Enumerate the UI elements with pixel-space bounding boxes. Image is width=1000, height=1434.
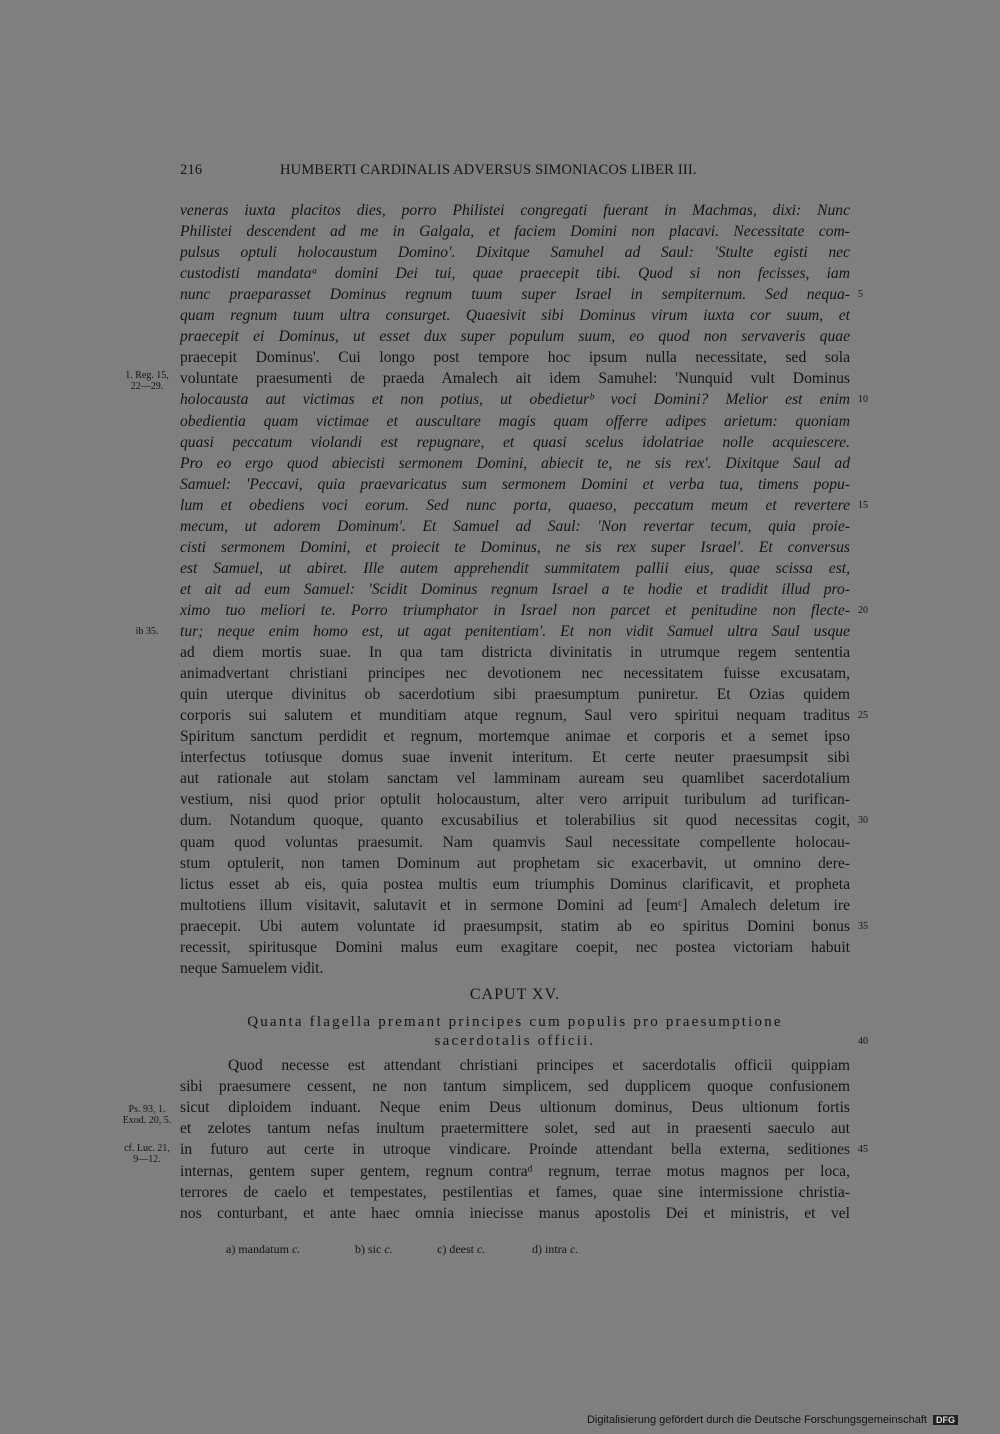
- margin-ref-text: cf. Luc. 21,: [124, 1143, 170, 1154]
- text-line: stum optulerit, non tamen Dominum aut prophetam sic exacerbavit, ut omnino dere-: [180, 854, 850, 872]
- line-number: 25: [858, 710, 868, 722]
- footnote-text: d) intra: [532, 1242, 567, 1256]
- dfg-logo: DFG: [933, 1415, 958, 1425]
- text-line: holocausta aut victimas et non potius, ut obedieturᵇ voci Domini? Melior est enim: [180, 391, 850, 409]
- margin-ref-text: 22—29.: [130, 381, 164, 392]
- text-line: mecum, ut adorem Dominum'. Et Samuel ad Saul: 'Non revertar tecum, quia proie-: [180, 517, 850, 535]
- digitization-text: Digitalisierung gefördert durch die Deutsche Forschungsgemeinschaft: [586, 1414, 927, 1426]
- text-line: cisti sermonem Domini, et proiecit te Dominus, ne sis rex super Israel'. Et conversus: [180, 538, 850, 556]
- text-line: nos conturbant, et ante haec omnia iniecisse manus apostolis Dei et ministris, et vel: [180, 1204, 850, 1222]
- text-line: in futuro aut certe in utroque vindicare. Proinde attendant bella externa, seditiones: [180, 1141, 850, 1159]
- line-number: 45: [858, 1144, 868, 1156]
- text-line: lum et obediens voci eorum. Sed nunc porta, quaeso, peccatum meum et revertere: [180, 496, 850, 514]
- line-number: 35: [858, 920, 868, 932]
- margin-reference: [112, 370, 182, 392]
- text-line: animadvertant christiani principes nec devotionem nec necessitatem fuisse excusatam,: [180, 665, 850, 683]
- text-line: quam quod voluntas praesumit. Nam quamvis Saul necessitate compellente holocau-: [180, 833, 850, 851]
- footnote-source: c.: [476, 1242, 486, 1256]
- text-line: neque Samuelem vidit.: [180, 959, 324, 977]
- chapter-subtitle: sacerdotalis officii.: [434, 1033, 596, 1049]
- margin-ref-text: Ps. 93, 1.: [128, 1104, 166, 1115]
- digitization-credit: [587, 1414, 958, 1426]
- footnote-source: c.: [291, 1242, 301, 1256]
- text-line: et ait ad eum Samuel: 'Scidit Dominus regnum Israel a te hodie et tradidit illud pro-: [180, 580, 850, 598]
- margin-ref-text: 9—12.: [133, 1154, 161, 1165]
- line-number: 30: [858, 815, 868, 827]
- margin-reference: [112, 1143, 182, 1165]
- margin-ref-text: Exod. 20, 5.: [122, 1115, 172, 1126]
- text-line: internas, gentem super gentem, regnum contraᵈ regnum, terrae motus magnos per loca,: [180, 1162, 850, 1180]
- text-line: Samuel: 'Peccavi, quia praevaricatus sum sermonem Domini et verba tua, timens popu-: [180, 475, 850, 493]
- footnote-text: c) deest: [437, 1242, 474, 1256]
- margin-reference: [112, 626, 182, 637]
- text-line: ximo tuo meliori te. Porro triumphator in Israel non parcet et penitudine non flecte-: [180, 601, 850, 619]
- text-line: tur; neque enim homo est, ut agat penitentiam'. Et non vidit Samuel ultra Saul usque: [180, 623, 850, 640]
- running-title: HUMBERTI CARDINALIS ADVERSUS SIMONIACOS LIBER III.: [280, 162, 697, 178]
- page-number: 216: [180, 162, 203, 178]
- footnote-d: [532, 1242, 578, 1257]
- text-line: recessit, spiritusque Domini malus eum exagitare coepit, nec postea victoriam habuit: [180, 938, 850, 956]
- chapter-subtitle: Quanta flagella premant principes cum populis pro praesumptione: [247, 1014, 783, 1030]
- text-line: praecepit ei Dominus, ut esset dux super populum suum, eo quod non servaveris quae: [180, 328, 850, 346]
- line-number: 20: [858, 604, 868, 616]
- text-line: praecepit Dominus'. Cui longo post tempore hoc ipsum nulla necessitate, sed sola: [180, 349, 850, 367]
- text-line: interfectus totiusque domus suae invenit interitum. Et certe neuter praesumpsit sibi: [180, 749, 850, 767]
- text-line: et zelotes tantum nefas inultum praetermittere solet, sed aut in praesenti saeculo aut: [180, 1120, 850, 1138]
- line-number: 15: [858, 499, 868, 511]
- text-line: est Samuel, ut abiret. Ille autem apprehendit summitatem pallii eius, quae scissa est,: [180, 559, 850, 577]
- text-line: ad diem mortis suae. In qua tam districta divinitatis in utrumque regem sententia: [180, 644, 850, 662]
- text-line: sicut diploidem induant. Neque enim Deus ultionum dominus, Deus ultionum fortis: [180, 1099, 850, 1117]
- footnote-b: [355, 1242, 393, 1257]
- footnote-c: [437, 1242, 485, 1257]
- text-line: Quod necesse est attendant christiani principes et sacerdotalis officii quippiam: [228, 1057, 850, 1074]
- footnote-a: [226, 1242, 300, 1257]
- footnote-text: b) sic: [355, 1242, 382, 1256]
- line-number: 10: [858, 394, 868, 406]
- chapter-title: CAPUT XV.: [469, 986, 561, 1003]
- text-line: quasi peccatum violandi est repugnare, et quasi scelus idolatriae nolle acquiescere.: [180, 433, 850, 451]
- text-line: obedientia quam victimae et auscultare magis quam offerre adipes arietum: quoniam: [180, 412, 850, 430]
- text-line: terrores de caelo et tempestates, pestilentias et fames, quae sine intermissione christia-: [180, 1183, 850, 1201]
- margin-reference: [112, 1104, 182, 1126]
- text-line: pulsus optuli holocaustum Domino'. Dixitque Samuhel ad Saul: 'Stulte egisti nec: [180, 244, 850, 262]
- text-line: quin uterque divinitus ob sacerdotium sibi praesumptum puniretur. Et Ozias quidem: [180, 686, 850, 704]
- text-line: dum. Notandum quoque, quanto excusabilius et tolerabilius sit quod necessitas cogit,: [180, 812, 850, 830]
- text-line: veneras iuxta placitos dies, porro Philistei congregati fuerant in Machmas, dixi: Nunc: [180, 202, 850, 219]
- text-line: praecepit. Ubi autem voluntate id praesumpsit, statim ab eo spiritus Domini bonus: [180, 917, 850, 935]
- footnote-source: c.: [570, 1242, 579, 1256]
- text-line: vestium, nisi quod prior optulit holocaustum, alter vero arripuit turibulum ad turifican-: [180, 791, 850, 809]
- text-line: lictus esset ab eis, quia postea multis eum triumphis Dominus clarificavit, et propheta: [180, 875, 850, 893]
- text-line: Pro eo ergo quod abiecisti sermonem Domini, abiecit te, ne sis rex'. Dixitque Saul ad: [180, 454, 850, 472]
- text-line: aut rationale aut stolam sanctam vel lamminam auream seu quamlibet sacerdotalium: [180, 770, 850, 788]
- line-number: 40: [858, 1036, 868, 1047]
- text-line: Spiritum sanctum perdidit et regnum, mortemque animae et corporis et a semet ipso: [180, 728, 850, 746]
- text-line: nunc praeparasset Dominus regnum tuum super Israel in sempiternum. Sed nequa-: [180, 286, 850, 304]
- margin-ref-text: ib 35.: [135, 626, 159, 637]
- margin-ref-text: 1. Reg. 15,: [125, 370, 169, 381]
- text-line: custodisti mandataᵃ domini Dei tui, quae praecepit tibi. Quod si non fecisses, iam: [180, 265, 850, 283]
- footnote-text: a) mandatum: [226, 1242, 289, 1256]
- text-line: corporis sui salutem et munditiam atque regnum, Saul vero spiritui nequam traditus: [180, 707, 850, 725]
- text-line: multotiens illum visitavit, salutavit et in sermone Domini ad [eumᶜ] Amalech deletum ire: [180, 896, 850, 914]
- line-number: 5: [858, 289, 863, 301]
- text-line: Philistei descendent ad me in Galgala, et faciem Domini non placavi. Necessitate com-: [180, 223, 850, 241]
- text-line: voluntate praesumenti de praeda Amalech ait idem Samuhel: 'Nunquid vult Dominus: [180, 370, 850, 388]
- footnote-source: c.: [384, 1242, 393, 1256]
- text-line: sibi praesumere cessent, ne non tantum simplicem, sed dupplicem quoque confusionem: [180, 1078, 850, 1096]
- text-line: quam regnum tuum ultra consurget. Quaesivit sibi Dominus virum iuxta cor suum, et: [180, 307, 850, 325]
